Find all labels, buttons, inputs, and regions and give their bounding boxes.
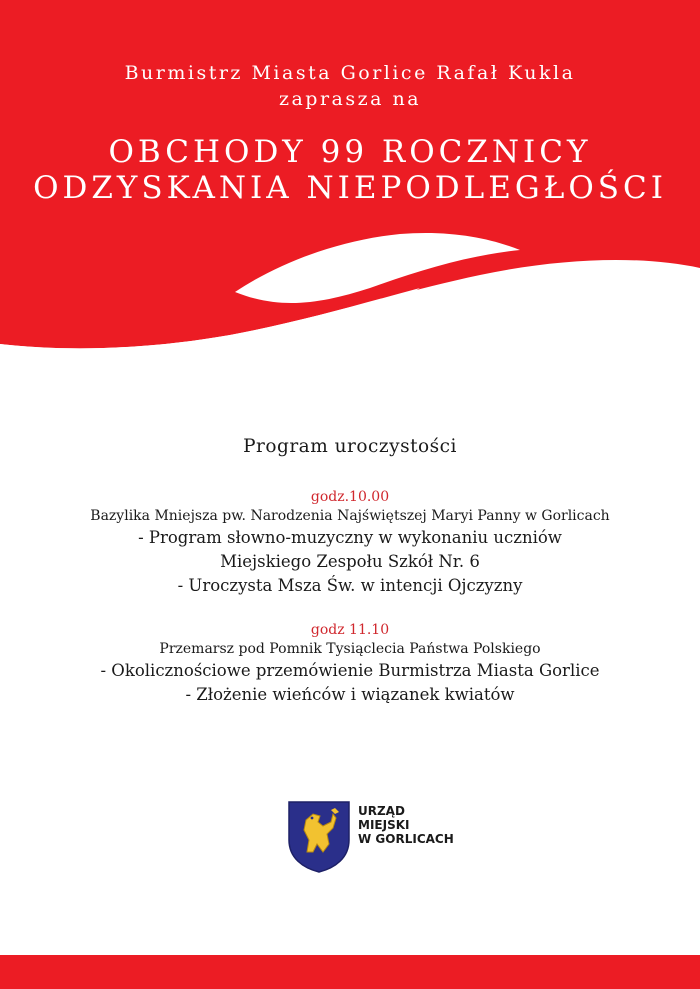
- entry-item: - Okolicznościowe przemówienie Burmistrza Miasta Gorlice: [100, 661, 600, 680]
- logo-line-2: MIEJSKI: [358, 818, 410, 832]
- entry-item: - Uroczysta Msza Św. w intencji Ojczyzny: [177, 576, 523, 595]
- program-title: Program uroczystości: [243, 436, 457, 457]
- inviter-line-1: Burmistrz Miasta Gorlice Rafał Kukla: [124, 62, 576, 84]
- inviter-line-2: zaprasza na: [278, 88, 422, 110]
- program-entry-2: [0, 621, 700, 707]
- entry-item: Miejskiego Zespołu Szkół Nr. 6: [220, 552, 480, 571]
- entry-time: godz.10.00: [310, 489, 390, 505]
- event-title: [0, 134, 700, 206]
- entry-time: godz 11.10: [310, 622, 390, 638]
- program-section: [0, 436, 700, 730]
- inviter-text: [0, 60, 700, 112]
- program-entry-1: [0, 488, 700, 598]
- entry-venue: Bazylika Mniejsza pw. Narodzenia Najświętszej Maryi Panny w Gorlicach: [90, 508, 610, 524]
- entry-item: - Program słowno-muzyczny w wykonaniu uczniów: [138, 528, 562, 547]
- event-title-line-2: ODZYSKANIA NIEPODLEGŁOŚCI: [33, 170, 667, 206]
- entry-venue: Przemarsz pod Pomnik Tysiąclecia Państwa Polskiego: [159, 641, 541, 657]
- entry-item: - Złożenie wieńców i wiązanek kwiatów: [185, 685, 515, 704]
- logo-line-3: W GORLICACH: [358, 832, 454, 846]
- event-title-line-1: OBCHODY 99 ROCZNICY: [108, 134, 592, 170]
- coat-of-arms-icon: [287, 800, 351, 874]
- logo-line-1: URZĄD: [358, 804, 405, 818]
- footer-red-bar: [0, 955, 700, 989]
- office-logo-text: [358, 804, 454, 846]
